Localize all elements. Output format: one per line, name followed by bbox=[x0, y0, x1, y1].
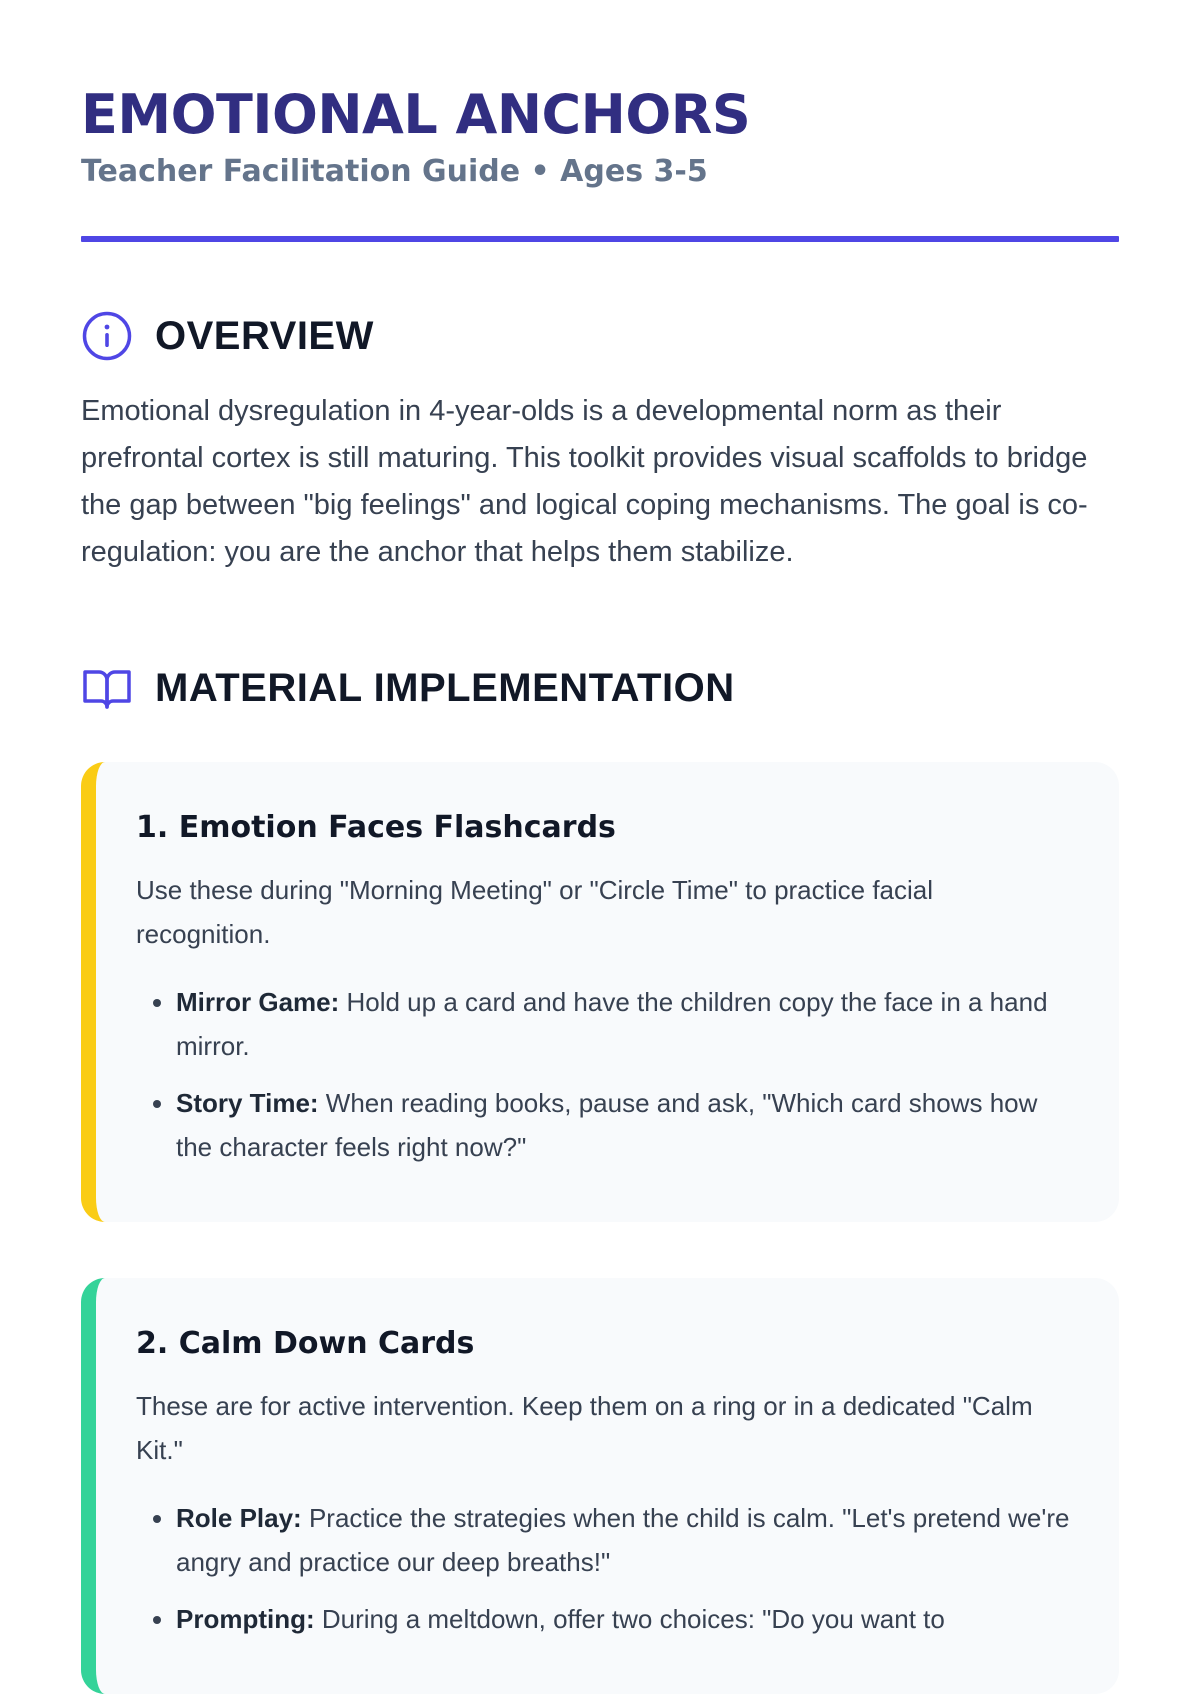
list-item-text: Practice the strategies when the child is calm. "Let's pretend we're angry and practice our deep breaths!" bbox=[176, 1503, 1070, 1577]
emotion-faces-card bbox=[81, 762, 1119, 1222]
card-list bbox=[136, 1496, 1073, 1641]
list-item bbox=[176, 1597, 1073, 1641]
overview-section bbox=[81, 310, 1119, 576]
list-item-text: During a meltdown, offer two choices: "Do you want to bbox=[314, 1604, 945, 1634]
card-title: 2. Calm Down Cards bbox=[136, 1326, 475, 1361]
card-intro: Use these during "Morning Meeting" or "Circle Time" to practice facial recognition. bbox=[136, 875, 934, 949]
card-title: 1. Emotion Faces Flashcards bbox=[136, 810, 616, 845]
list-item-label: Mirror Game: bbox=[176, 987, 340, 1017]
book-icon bbox=[81, 662, 133, 714]
materials-heading bbox=[81, 662, 1119, 714]
card-list bbox=[136, 980, 1073, 1169]
info-icon bbox=[81, 310, 133, 362]
card-intro: These are for active intervention. Keep them on a ring or in a dedicated "Calm Kit." bbox=[136, 1391, 1033, 1465]
page-subtitle: Teacher Facilitation Guide • Ages 3-5 bbox=[81, 154, 708, 189]
list-item-text: Hold up a card and have the children copy the face in a hand mirror. bbox=[176, 987, 1048, 1061]
list-item-label: Role Play: bbox=[176, 1503, 302, 1533]
list-item bbox=[176, 1496, 1073, 1584]
overview-paragraph: Emotional dysregulation in 4-year-olds is a developmental norm as their prefrontal cortex is still maturing. This toolkit provides visual scaffolds to bridge the gap between "big feelings" and logical coping mechanisms. The goal is co-regulation: you are the anchor that helps them stabilize. bbox=[81, 395, 1088, 568]
overview-heading bbox=[81, 310, 1119, 362]
list-item-label: Story Time: bbox=[176, 1088, 319, 1118]
list-item-label: Prompting: bbox=[176, 1604, 315, 1634]
overview-heading-text: OVERVIEW bbox=[155, 313, 374, 358]
header-divider bbox=[81, 236, 1119, 242]
list-item bbox=[176, 980, 1073, 1068]
materials-heading-text: MATERIAL IMPLEMENTATION bbox=[155, 665, 735, 710]
page-title: EMOTIONAL ANCHORS bbox=[81, 83, 751, 146]
materials-section bbox=[81, 662, 1119, 1694]
calm-down-card bbox=[81, 1278, 1119, 1694]
list-item-text: When reading books, pause and ask, "Which card shows how the character feels right now?" bbox=[176, 1088, 1038, 1162]
document-header bbox=[81, 0, 1119, 242]
list-item bbox=[176, 1081, 1073, 1169]
